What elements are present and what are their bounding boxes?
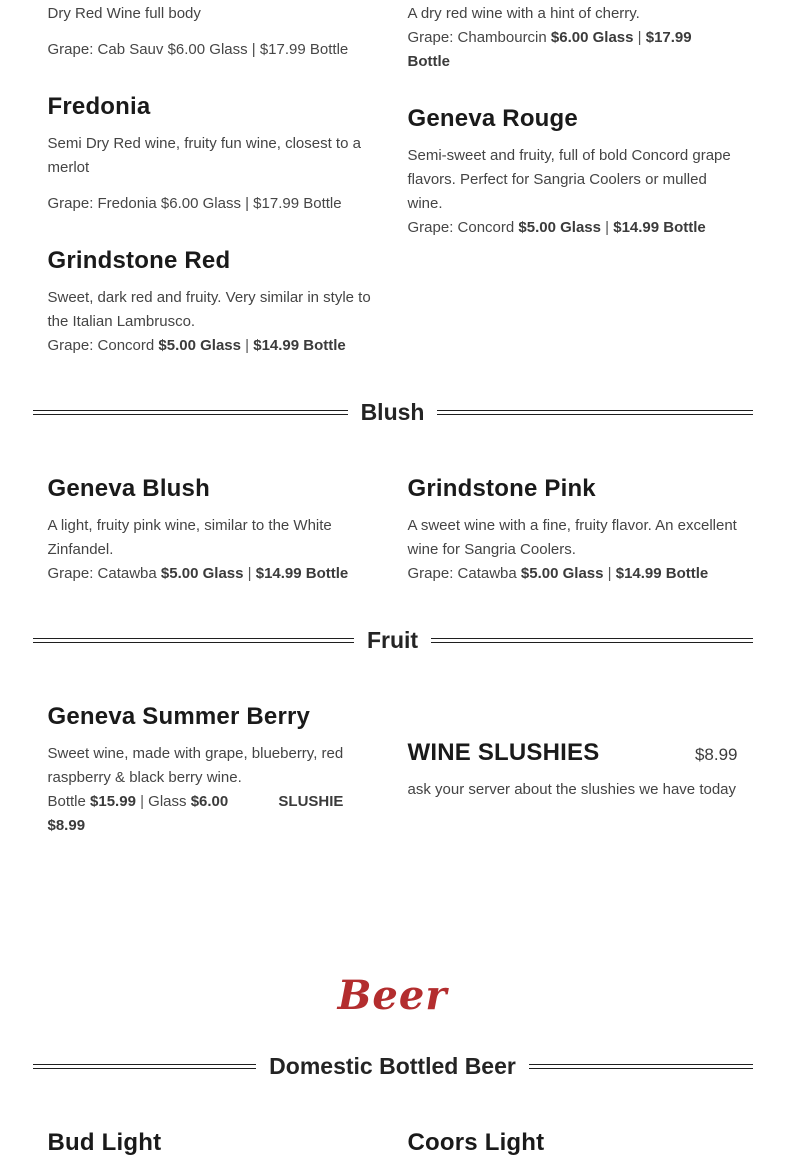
bottle-price: $15.99 (90, 793, 136, 810)
item-name-row (408, 702, 738, 768)
grape-label: Grape: Chambourcin (407, 29, 547, 46)
menu-item-fredonia (48, 92, 378, 216)
slushie-price: SLUSHIE $8.99 (47, 793, 344, 834)
blush-section-heading (33, 398, 753, 426)
item-price-line (48, 334, 378, 358)
price-separator: | (245, 337, 250, 354)
domestic-beer-section-heading (33, 1052, 753, 1080)
menu-item-wine-slushies (408, 702, 738, 802)
glass-price: $6.00 Glass (550, 29, 634, 46)
blush-section (33, 398, 753, 586)
divider-line (33, 638, 354, 643)
item-price-line (48, 790, 378, 838)
item-description: Sweet, dark red and fruity. Very similar in style to the Italian Lambrusco. (47, 289, 371, 330)
glass-label: Glass (148, 793, 187, 810)
menu-item-geneva-rouge (408, 104, 738, 240)
section-title: Fruit (366, 627, 419, 653)
price-separator: | (637, 29, 642, 46)
item-name: Grindstone Red (47, 247, 231, 274)
item-name: Geneva Blush (47, 475, 210, 502)
divider-line (529, 1064, 753, 1069)
bottle-price: $17.99 Bottle (407, 29, 692, 70)
section-title: Blush (360, 399, 425, 425)
beer-left-column (48, 1092, 378, 1168)
menu-item-coors-light (408, 1128, 738, 1158)
price-separator: | (140, 793, 144, 810)
grape-label: Grape: Concord (407, 219, 515, 236)
blush-right-column (408, 438, 738, 586)
menu-item-grindstone-red (48, 246, 378, 358)
item-name: WINE SLUSHIES (407, 739, 600, 766)
price-separator: | (607, 565, 612, 582)
fruit-section (33, 626, 753, 838)
grape-label: Grape: Catawba (47, 565, 157, 582)
divider-line (437, 410, 752, 415)
item-price-line: Grape: Cab Sauv $6.00 Glass | $17.99 Bottle (47, 41, 349, 58)
divider-line (33, 410, 348, 415)
menu-item-chambourcin-partial (408, 2, 738, 74)
section-title: Domestic Bottled Beer (269, 1053, 516, 1079)
item-name: Bud Light (47, 1129, 162, 1156)
red-wine-section (33, 2, 753, 358)
item-price-line (408, 216, 738, 240)
item-name: Geneva Summer Berry (47, 703, 311, 730)
bottle-label: Bottle (47, 793, 86, 810)
item-name: Grindstone Pink (407, 475, 596, 502)
fruit-left-column (48, 666, 378, 838)
item-name: Geneva Rouge (407, 105, 578, 132)
menu-item-geneva-summer-berry (48, 702, 378, 838)
glass-price: $5.00 Glass (520, 565, 604, 582)
item-price-line (408, 562, 738, 586)
blush-left-column (48, 438, 378, 586)
grape-label: Grape: Concord (47, 337, 155, 354)
menu-item-cab-sauv-partial (48, 2, 378, 62)
bottle-price: $14.99 Bottle (255, 565, 349, 582)
bottle-price: $14.99 Bottle (613, 219, 706, 236)
menu-item-geneva-blush (48, 474, 378, 586)
item-description: ask your server about the slushies we have today (407, 781, 737, 798)
price-separator: | (247, 565, 252, 582)
fruit-right-column (408, 666, 738, 838)
item-name: Fredonia (47, 93, 151, 120)
item-description: Semi Dry Red wine, fruity fun wine, closest to a merlot (47, 135, 361, 176)
item-description: Dry Red Wine full body (47, 5, 201, 22)
price-separator: | (605, 219, 610, 236)
domestic-beer-section (33, 1052, 753, 1168)
item-name: Coors Light (407, 1129, 545, 1156)
red-wine-left-column (48, 2, 378, 358)
menu-item-bud-light (48, 1128, 378, 1158)
item-price-line (48, 562, 378, 586)
bottle-price: $14.99 Bottle (253, 337, 346, 354)
grape-label: Grape: Catawba (407, 565, 517, 582)
bottle-price: $14.99 Bottle (615, 565, 709, 582)
glass-price: $6.00 (190, 793, 229, 810)
item-description: A dry red wine with a hint of cherry. (407, 5, 640, 22)
red-wine-columns (33, 2, 753, 358)
item-price-line (408, 26, 738, 74)
glass-price: $5.00 Glass (518, 219, 601, 236)
item-price-line: Grape: Fredonia $6.00 Glass | $17.99 Bottle (47, 195, 342, 212)
glass-price: $5.00 Glass (158, 337, 241, 354)
fruit-section-heading (33, 626, 753, 654)
item-description: Semi-sweet and fruity, full of bold Concord grape flavors. Perfect for Sangria Coolers or mulled wine. (407, 147, 731, 212)
divider-line (431, 638, 752, 643)
fruit-columns (33, 666, 753, 838)
item-description: Sweet wine, made with grape, blueberry, red raspberry & black berry wine. (47, 745, 344, 786)
blush-columns (33, 438, 753, 586)
beer-right-column (408, 1092, 738, 1168)
menu-page (33, 0, 753, 1168)
red-wine-right-column (408, 2, 738, 358)
domestic-beer-columns (33, 1092, 753, 1168)
menu-item-grindstone-pink (408, 474, 738, 586)
divider-line (33, 1064, 257, 1069)
item-description: A sweet wine with a fine, fruity flavor. An excellent wine for Sangria Coolers. (407, 517, 737, 558)
beer-category-title: Beer (337, 972, 448, 1019)
glass-price: $5.00 Glass (160, 565, 244, 582)
item-description: A light, fruity pink wine, similar to the White Zinfandel. (47, 517, 332, 558)
item-price: $8.99 (694, 745, 738, 764)
